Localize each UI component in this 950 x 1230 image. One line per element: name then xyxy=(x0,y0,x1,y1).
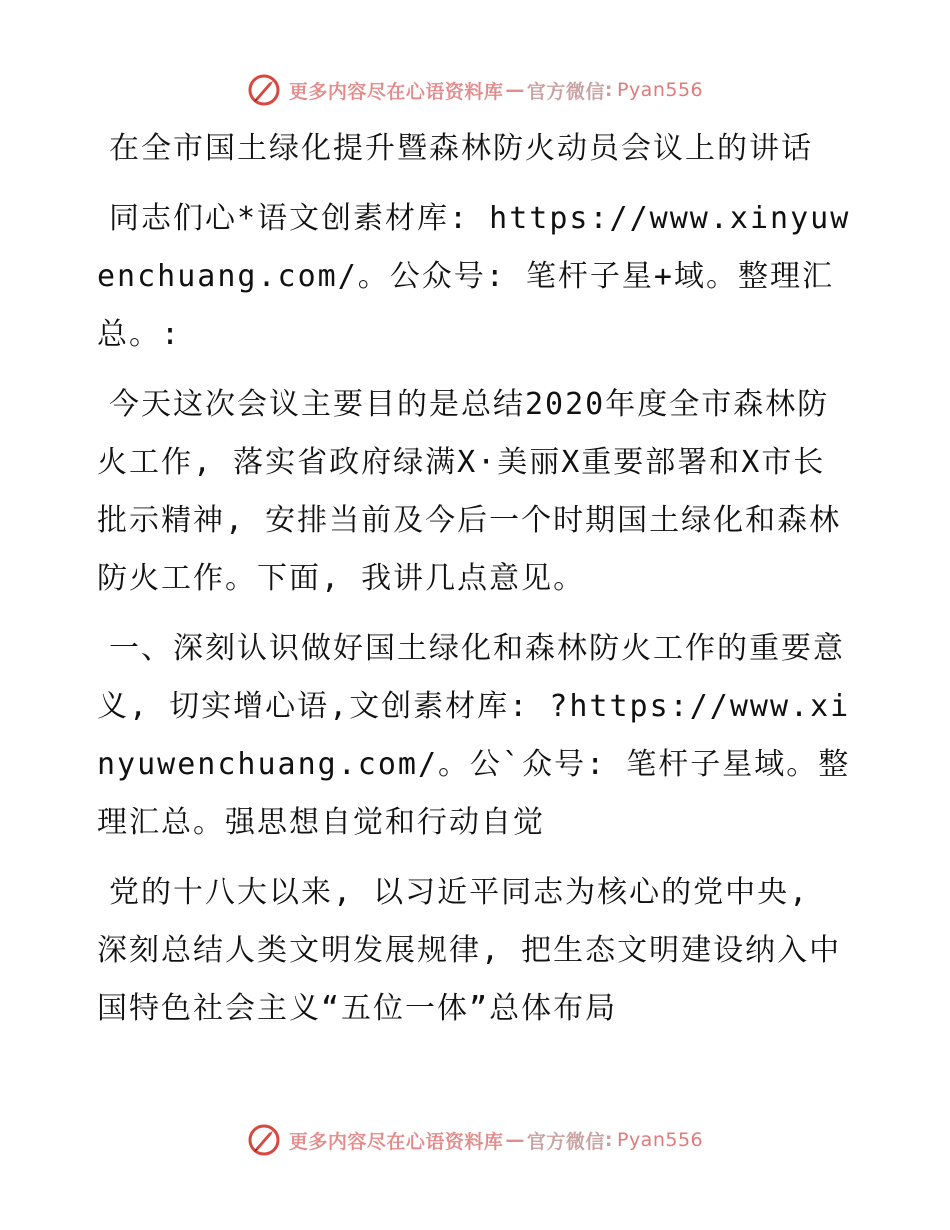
header-watermark-banner xyxy=(0,70,950,110)
paragraph-intro: 今天这次会议主要目的是总结2020年度全市森林防火工作, 落实省政府绿满X·美丽X重要部署和X市长批示精神, 安排当前及今后一个时期国土绿化和森林防火工作。下面, 我讲几点意见。 xyxy=(97,387,842,596)
document-body xyxy=(97,120,857,1050)
banner-wechat-handle: Pyan556 xyxy=(616,79,704,101)
banner-dash: — xyxy=(505,79,525,101)
document-title: 在全市国土绿化提升暨森林防火动员会议上的讲话 xyxy=(109,131,813,166)
footer-watermark-banner xyxy=(0,1120,950,1160)
banner-wechat-label: 官方微信 xyxy=(526,80,605,103)
banner-separator: : xyxy=(604,1129,613,1151)
banner-brand-text: 更多内容尽在心语资料库 xyxy=(288,80,504,103)
paragraph-party-congress: 党的十八大以来, 以习近平同志为核心的党中央, 深刻总结人类文明发展规律, 把生态文明建设纳入中国特色社会主义“五位一体”总体布局 xyxy=(97,875,842,1026)
banner-wechat-handle: Pyan556 xyxy=(616,1129,704,1151)
banner-brand-text: 更多内容尽在心语资料库 xyxy=(288,1130,504,1153)
quill-pen-logo-icon xyxy=(247,73,281,107)
paragraph-greeting: 同志们心*语文创素材库: https://www.xinyuwenchuang.com/。公众号: 笔杆子星+域。整理汇总。: xyxy=(97,201,851,352)
banner-wechat-label: 官方微信 xyxy=(526,1130,605,1153)
banner-separator: : xyxy=(604,79,613,101)
banner-dash: — xyxy=(505,1129,525,1151)
quill-pen-logo-icon xyxy=(247,1123,281,1157)
paragraph-section-one-heading: 一、深刻认识做好国土绿化和森林防火工作的重要意义, 切实增心语,文创素材库: ?https://www.xinyuwenchuang.com/。公`众号: 笔杆子星域。整理汇总。强思想自觉和行动自觉 xyxy=(97,631,851,840)
